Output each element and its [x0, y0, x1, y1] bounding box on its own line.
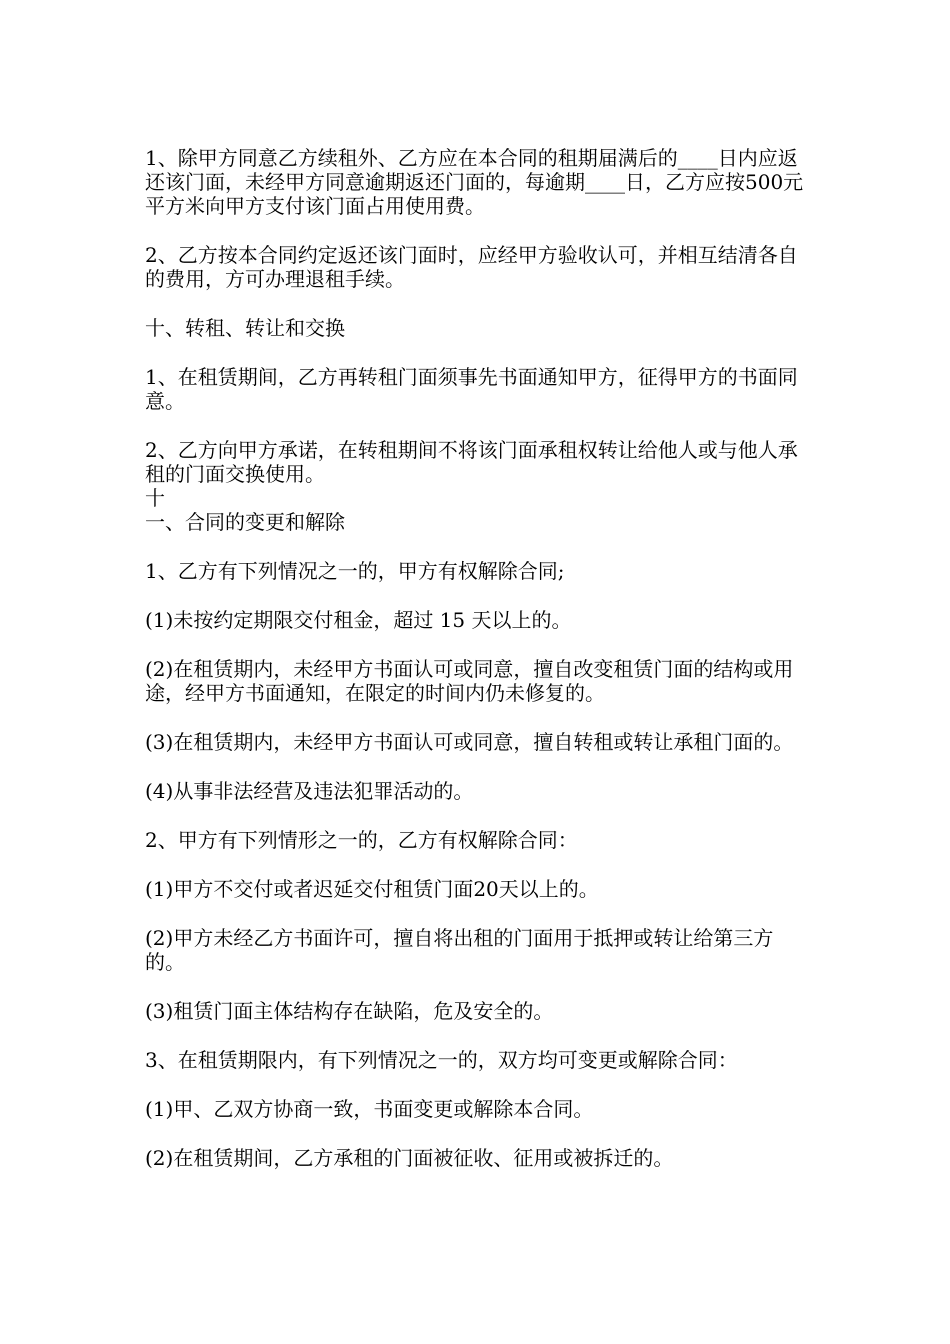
item-structural-defect: (3)租赁门面主体结构存在缺陷，危及安全的。	[145, 999, 554, 1023]
item-mutual-agreement: (1)甲、乙双方协商一致，书面变更或解除本合同。	[145, 1097, 594, 1121]
clause-return-inspection: 2、乙方按本合同约定返还该门面时，应经甲方验收认可，并相互结清各自的费用，方可办理退租手续。	[145, 243, 798, 291]
section-number-fragment: 十	[145, 486, 165, 510]
section-heading-sublet: 十、转租、转让和交换	[145, 316, 345, 340]
clause-sublet-notice: 1、在租赁期间，乙方再转租门面须事先书面通知甲方，征得甲方的书面同意。	[145, 365, 798, 413]
clause-return-deadline: 1、除甲方同意乙方续租外、乙方应在本合同的租期届满后的____日内应返还该门面，未经甲方同意逾期返还门面的，每逾期____日，乙方应按500元平方米向甲方支付该门面占用使用费。	[145, 146, 804, 218]
clause-mutual-termination: 3、在租赁期限内，有下列情况之一的，双方均可变更或解除合同：	[145, 1048, 738, 1072]
document-body	[145, 146, 810, 1195]
clause-sublet-promise: 2、乙方向甲方承诺，在转租期间不将该门面承租权转让给他人或与他人承租的门面交换使用。	[145, 438, 798, 486]
item-late-delivery: (1)甲方不交付或者迟延交付租赁门面20天以上的。	[145, 877, 599, 901]
item-unauthorized-alteration: (2)在租赁期内，未经甲方书面认可或同意，擅自改变租赁门面的结构或用途，经甲方书面通知，在限定的时间内仍未修复的。	[145, 657, 794, 705]
section-heading-change-termination: 一、合同的变更和解除	[145, 510, 345, 534]
item-illegal-activity: (4)从事非法经营及违法犯罪活动的。	[145, 779, 474, 803]
item-unauthorized-sublet: (3)在租赁期内，未经甲方书面认可或同意，擅自转租或转让承租门面的。	[145, 730, 794, 754]
clause-lessor-termination-rights: 1、乙方有下列情况之一的，甲方有权解除合同;	[145, 559, 565, 583]
clause-lessee-termination-rights: 2、甲方有下列情形之一的，乙方有权解除合同：	[145, 828, 578, 852]
item-late-rent: (1)未按约定期限交付租金，超过 15 天以上的。	[145, 608, 572, 632]
item-expropriation: (2)在租赁期间，乙方承租的门面被征收、征用或被拆迁的。	[145, 1146, 674, 1170]
item-unauthorized-mortgage: (2)甲方未经乙方书面许可，擅自将出租的门面用于抵押或转让给第三方的。	[145, 926, 774, 974]
